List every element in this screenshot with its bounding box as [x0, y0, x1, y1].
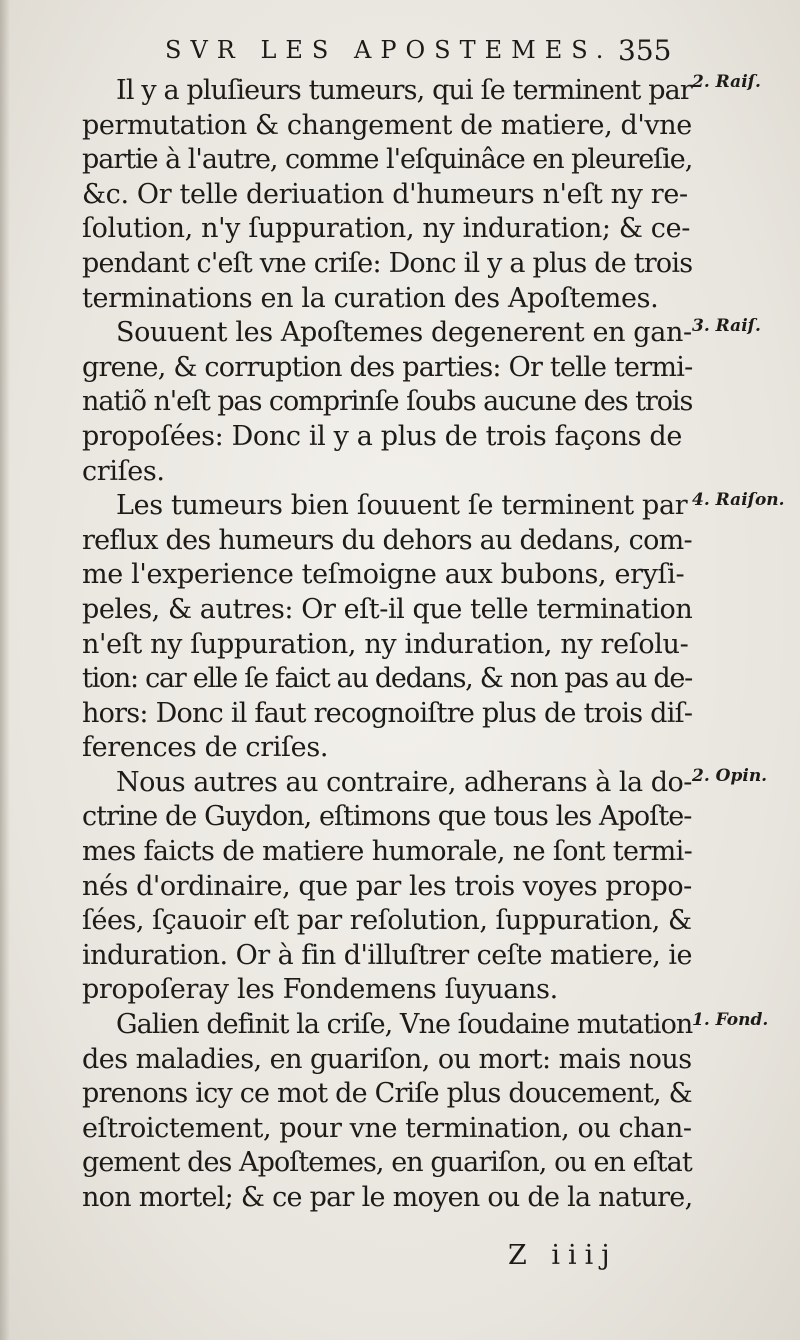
text-line: gement des Apoſtemes, en guariſon, ou en eſtat — [82, 1147, 692, 1179]
text-line: ſées, ſçauoir eſt par reſolution, ſuppuration, & — [82, 905, 692, 937]
text-line: me l'experience teſmoigne aux bubons, eryſi- — [82, 559, 685, 591]
text-line: propoſées: Donc il y a plus de trois façons de — [82, 420, 682, 452]
page-gutter-shadow — [0, 0, 10, 1340]
margin-note: 3. Raiſ. — [692, 316, 761, 336]
margin-note: 4. Raiſon. — [692, 490, 785, 510]
text-line: mes faicts de matiere humorale, ne ſont termi- — [82, 836, 693, 868]
text-line: des maladies, en guariſon, ou mort: mais nous — [82, 1043, 692, 1075]
text-line: terminations en la curation des Apoſtemes. — [82, 282, 659, 314]
text-line: Galien definit la criſe, Vne ſoudaine mutation — [116, 1009, 693, 1041]
text-line: pendant c'eſt vne criſe: Donc il y a plus de trois — [82, 247, 693, 279]
text-line: Il y a pluſieurs tumeurs, qui ſe terminent par — [116, 75, 692, 106]
text-line: partie à l'autre, comme l'eſquinâce en pleureſie, — [82, 144, 693, 176]
margin-note: 1. Fond. — [692, 1010, 769, 1030]
text-line: reflux des humeurs du dehors au dedans, com- — [82, 524, 692, 556]
text-line: natiõ n'eſt pas comprinſe ſoubs aucune des trois — [82, 386, 693, 418]
text-line: ctrine de Guydon, eſtimons que tous les Apoſte- — [82, 801, 692, 833]
text-line: non mortel; & ce par le moyen ou de la nature, — [82, 1182, 693, 1213]
text-line: hors: Donc il faut recognoiſtre plus de trois diſ- — [82, 697, 693, 729]
margin-note: 2. Raiſ. — [692, 72, 761, 92]
text-line: induration. Or à fin d'illuſtrer ceſte matiere, ie — [82, 939, 692, 971]
text-line: ſolution, n'y ſuppuration, ny induration; & ce- — [82, 213, 690, 245]
text-line: Les tumeurs bien ſouuent ſe terminent par — [116, 490, 688, 522]
text-line: tion: car elle ſe faict au dedans, & non pas au de- — [82, 663, 692, 695]
text-line: &c. Or telle deriuation d'humeurs n'eſt ny re- — [82, 178, 688, 210]
text-line: criſes. — [82, 455, 165, 487]
text-line: nés d'ordinaire, que par les trois voyes propo- — [82, 870, 692, 902]
body-text — [82, 74, 692, 1216]
running-head-title: SVR LES APOSTEMES. — [165, 36, 613, 64]
text-line: ferences de criſes. — [82, 732, 329, 764]
text-line: n'eſt ny ſuppuration, ny induration, ny reſolu- — [82, 628, 689, 660]
text-line: peles, & autres: Or eſt-il que telle termination — [82, 593, 693, 625]
margin-note: 2. Opin. — [692, 766, 768, 786]
text-line: Nous autres au contraire, adherans à la do- — [116, 766, 692, 798]
signature-mark: Z iiij — [508, 1240, 618, 1271]
text-line: eſtroictement, pour vne termination, ou chan- — [82, 1112, 692, 1144]
text-line: Souuent les Apoſtemes degenerent en gan- — [116, 317, 692, 349]
text-line: grene, & corruption des parties: Or telle termi- — [82, 351, 693, 383]
text-line: propoſeray les Fondemens ſuyuans. — [82, 974, 558, 1006]
page-number: 355 — [618, 34, 672, 67]
text-line: permutation & changement de matiere, d'vne — [82, 109, 692, 141]
text-line: prenons icy ce mot de Criſe plus doucement, & — [82, 1078, 692, 1110]
running-head — [0, 30, 800, 70]
